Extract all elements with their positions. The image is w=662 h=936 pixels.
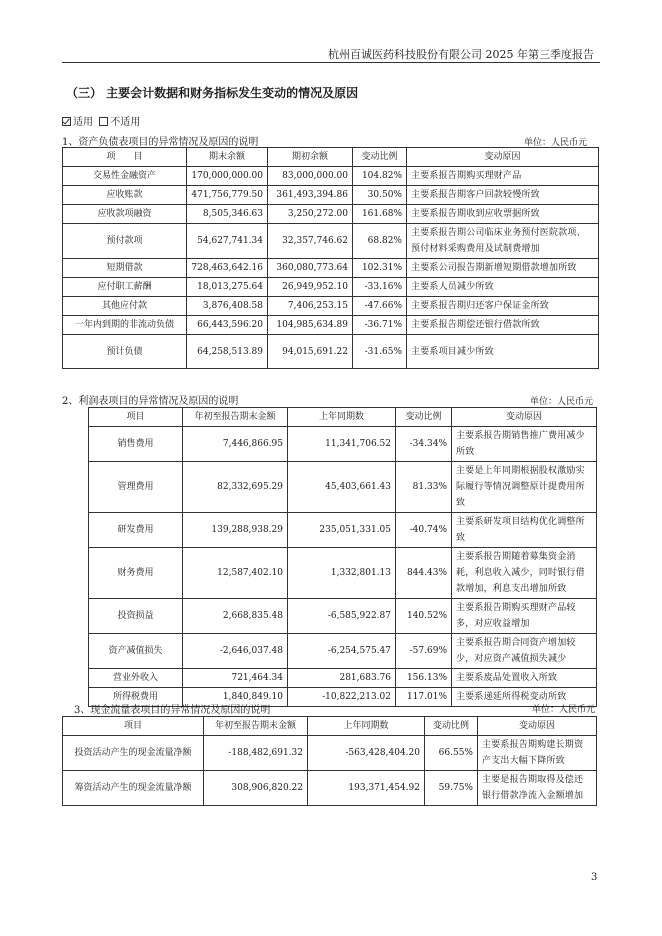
column-header: 项 目 (63, 148, 187, 167)
reason-cell: 主要系研发项目结构优化调整所致 (452, 513, 597, 548)
column-header: 期末余额 (187, 148, 268, 167)
reason-cell: 主要系报告期客户回款较慢所致 (407, 186, 599, 205)
item-cell: 研发费用 (89, 513, 183, 548)
balance-sheet-table (62, 147, 599, 369)
change-ratio-cell: 117.01% (396, 688, 452, 707)
value-cell: 82,332,695.29 (183, 462, 288, 513)
applicability-line (62, 113, 140, 128)
item-cell: 应收账款 (63, 186, 187, 205)
item-cell: 一年内到期的非流动负债 (63, 316, 187, 335)
reason-cell: 主要是上年同期根据股权激励实际履行等情况调整原计提费用所致 (452, 462, 597, 513)
value-cell: 471,756,779.50 (187, 186, 268, 205)
value-cell: 2,668,835.48 (183, 599, 288, 634)
prior-value-cell: -6,254,575.47 (288, 634, 396, 669)
reason-cell: 主要系废品处置收入所致 (452, 669, 597, 688)
section-title: （三） 主要会计数据和财务指标发生变动的情况及原因 (66, 86, 359, 100)
table-row (63, 167, 599, 186)
reason-cell: 主要系报告期购买理财产品 (407, 167, 599, 186)
prior-value-cell: -563,428,404.20 (308, 736, 425, 771)
table-row (89, 462, 597, 513)
value-cell: 8,505,346.63 (187, 205, 268, 224)
reason-cell: 主要系报告期偿还银行借款所致 (407, 316, 599, 335)
item-cell: 营业外收入 (89, 669, 183, 688)
page-number: 3 (591, 872, 598, 883)
column-header: 期初余额 (268, 148, 353, 167)
reason-cell: 主要系报告期收到应收票据所致 (407, 205, 599, 224)
change-ratio-cell: -33.16% (353, 278, 407, 297)
reason-cell: 主要系递延所得税变动所致 (452, 688, 597, 707)
change-ratio-cell: 68.82% (353, 224, 407, 259)
prior-value-cell: 281,683.76 (288, 669, 396, 688)
change-ratio-cell: -31.65% (353, 335, 407, 369)
value-cell: 308,906,820.22 (204, 771, 308, 806)
table-row (63, 278, 599, 297)
prior-value-cell: -10,822,213.02 (288, 688, 396, 707)
change-ratio-cell: 59.75% (425, 771, 478, 806)
table-row (89, 669, 597, 688)
value-cell: 3,876,408.58 (187, 297, 268, 316)
prior-value-cell: 94,015,691.22 (268, 335, 353, 369)
reason-cell: 主要系公司报告期新增短期借款增加所致 (407, 259, 599, 278)
table-row (89, 634, 597, 669)
prior-value-cell: -6,585,922.87 (288, 599, 396, 634)
table-row (63, 736, 597, 771)
reason-cell: 主要系项目减少所致 (407, 335, 599, 369)
value-cell: 728,463,642.16 (187, 259, 268, 278)
prior-value-cell: 104,985,634.89 (268, 316, 353, 335)
item-cell: 预计负债 (63, 335, 187, 369)
column-header: 上年同期数 (288, 408, 396, 427)
table-row (89, 427, 597, 462)
column-header: 变动原因 (478, 717, 597, 736)
change-ratio-cell: -34.34% (396, 427, 452, 462)
income-statement-table (88, 407, 597, 707)
column-header: 变动比例 (425, 717, 478, 736)
column-header: 项目 (89, 408, 183, 427)
column-header: 上年同期数 (308, 717, 425, 736)
value-cell: 1,840,849.10 (183, 688, 288, 707)
item-cell: 筹资活动产生的现金流量净额 (63, 771, 204, 806)
value-cell: 12,587,402.10 (183, 548, 288, 599)
value-cell: 18,013,275.64 (187, 278, 268, 297)
prior-value-cell: 7,406,253.15 (268, 297, 353, 316)
reason-cell: 主要系人员减少所致 (407, 278, 599, 297)
table-row (89, 513, 597, 548)
change-ratio-cell: 156.13% (396, 669, 452, 688)
change-ratio-cell: 844.43% (396, 548, 452, 599)
table-row (63, 335, 599, 369)
value-cell: 7,446,866.95 (183, 427, 288, 462)
value-cell: 721,464.34 (183, 669, 288, 688)
income-unit: 单位：人民币元 (530, 397, 594, 407)
table-row (89, 599, 597, 634)
prior-value-cell: 32,357,746.62 (268, 224, 353, 259)
item-cell: 销售费用 (89, 427, 183, 462)
change-ratio-cell: 102.31% (353, 259, 407, 278)
change-ratio-cell: -40.74% (396, 513, 452, 548)
item-cell: 管理费用 (89, 462, 183, 513)
table-row (63, 224, 599, 259)
column-header: 变动原因 (452, 408, 597, 427)
table-row (63, 259, 599, 278)
table-row (63, 205, 599, 224)
prior-value-cell: 1,332,801.13 (288, 548, 396, 599)
column-header: 变动原因 (407, 148, 599, 167)
prior-value-cell: 26,949,952.10 (268, 278, 353, 297)
prior-value-cell: 193,371,454.92 (308, 771, 425, 806)
reason-cell: 主要系报告期归还客户保证金所致 (407, 297, 599, 316)
change-ratio-cell: 140.52% (396, 599, 452, 634)
column-header: 年初至报告期末金额 (204, 717, 308, 736)
prior-value-cell: 360,080,773.64 (268, 259, 353, 278)
balance-subtitle: 1、资产负债表项目的异常情况及原因的说明 (62, 137, 259, 148)
cashflow-unit: 单位：人民币元 (532, 705, 596, 715)
item-cell: 所得税费用 (89, 688, 183, 707)
change-ratio-cell: 66.55% (425, 736, 478, 771)
value-cell: -2,646,037.48 (183, 634, 288, 669)
item-cell: 资产减值损失 (89, 634, 183, 669)
item-cell: 投资损益 (89, 599, 183, 634)
value-cell: 139,288,938.29 (183, 513, 288, 548)
reason-cell: 主要是报告期取得及偿还银行借款净流入金额增加 (478, 771, 597, 806)
table-row (63, 186, 599, 205)
value-cell: 66,443,596.20 (187, 316, 268, 335)
column-header: 变动比例 (396, 408, 452, 427)
table-row (89, 548, 597, 599)
report-header: 杭州百诚医药科技股份有限公司 2025 年第三季度报告 (328, 48, 594, 61)
change-ratio-cell: -57.69% (396, 634, 452, 669)
table-row (63, 771, 597, 806)
value-cell: 54,627,741.34 (187, 224, 268, 259)
income-subtitle: 2、利润表项目的异常情况及原因的说明 (62, 396, 239, 407)
prior-value-cell: 45,403,661.43 (288, 462, 396, 513)
value-cell: 64,258,513.89 (187, 335, 268, 369)
cashflow-table (62, 716, 597, 806)
reason-cell: 主要系报告期购建长期资产支出大幅下降所致 (478, 736, 597, 771)
not-applicable-label: 不适用 (110, 117, 141, 128)
item-cell: 预付款项 (63, 224, 187, 259)
prior-value-cell: 3,250,272.00 (268, 205, 353, 224)
item-cell: 短期借款 (63, 259, 187, 278)
change-ratio-cell: -36.71% (353, 316, 407, 335)
prior-value-cell: 83,000,000.00 (268, 167, 353, 186)
value-cell: 170,000,000.00 (187, 167, 268, 186)
item-cell: 财务费用 (89, 548, 183, 599)
balance-unit: 单位：人民币元 (524, 138, 588, 148)
column-header: 变动比例 (353, 148, 407, 167)
column-header: 项目 (63, 717, 204, 736)
item-cell: 应收款项融资 (63, 205, 187, 224)
reason-cell: 主要系报告期合同资产增加较少，对应资产减值损失减少 (452, 634, 597, 669)
table-row (63, 316, 599, 335)
column-header: 年初至报告期末金额 (183, 408, 288, 427)
unchecked-box-icon (99, 117, 108, 126)
change-ratio-cell: 104.82% (353, 167, 407, 186)
header-rule (62, 62, 600, 63)
reason-cell: 主要系报告期公司临床业务预付医院款项、预付材料采购费用及试制费增加 (407, 224, 599, 259)
reason-cell: 主要系报告期购买理财产品较多，对应收益增加 (452, 599, 597, 634)
checked-box-icon (62, 117, 71, 126)
change-ratio-cell: 30.50% (353, 186, 407, 205)
change-ratio-cell: -47.66% (353, 297, 407, 316)
item-cell: 其他应付款 (63, 297, 187, 316)
item-cell: 交易性金融资产 (63, 167, 187, 186)
reason-cell: 主要系报告期销售推广费用减少所致 (452, 427, 597, 462)
table-row (63, 297, 599, 316)
applicable-label: 适用 (73, 117, 93, 128)
prior-value-cell: 235,051,331.05 (288, 513, 396, 548)
prior-value-cell: 361,493,394.86 (268, 186, 353, 205)
value-cell: -188,482,691.32 (204, 736, 308, 771)
item-cell: 投资活动产生的现金流量净额 (63, 736, 204, 771)
change-ratio-cell: 81.33% (396, 462, 452, 513)
item-cell: 应付职工薪酬 (63, 278, 187, 297)
change-ratio-cell: 161.68% (353, 205, 407, 224)
cashflow-subtitle: 3、现金流量表项目的异常情况及原因的说明 (74, 705, 271, 716)
reason-cell: 主要系报告期随着募集资金消耗，利息收入减少，同时银行借款增加，利息支出增加所致 (452, 548, 597, 599)
prior-value-cell: 11,341,706.52 (288, 427, 396, 462)
